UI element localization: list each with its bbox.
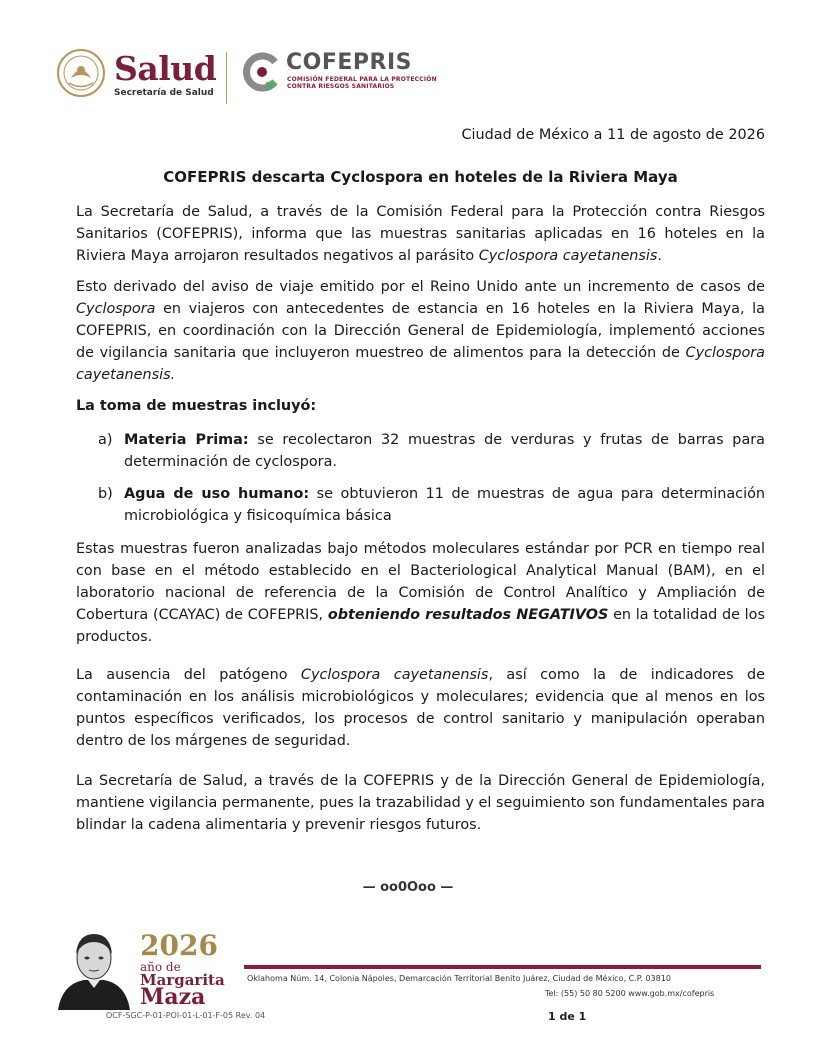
mexico-seal-logo	[56, 48, 106, 98]
list-item: b) Agua de uso humano: se obtuvieron 11 de muestras de agua para determinación microbiológica y fisicoquímica básica	[98, 483, 765, 527]
salud-wordmark: Salud	[114, 49, 217, 88]
list-marker: a)	[98, 432, 113, 448]
cofepris-subtitle-line2: CONTRA RIESGOS SANITARIOS	[287, 83, 395, 90]
margarita-maza-portrait-image	[54, 928, 134, 1010]
header-divider	[226, 52, 227, 104]
paragraph-3: Estas muestras fueron analizadas bajo métodos moleculares estándar por PCR en tiempo real con base en el método establecido en el Bacteriological Analytical Manual (BAM), en el laboratorio nacional de referencia de la Comisión de Control Analítico y Ampliación de Cobertura (CCAYAC) de COFEPRIS, obteniendo resultados NEGATIVOS en la totalidad de los productos.	[76, 541, 765, 645]
closing-mark: — oo0Ooo —	[362, 880, 454, 895]
cofepris-logo-icon	[242, 52, 282, 92]
paragraph-2: Esto derivado del aviso de viaje emitido por el Reino Unido ante un incremento de casos de Cyclospora en viajeros con antecedentes de estancia en 16 hoteles en la Riviera Maya, la COFEPRIS, en coordinación con la Dirección General de Epidemiología, implementó acciones de vigilancia sanitaria que incluyeron muestreo de alimentos para la detección de Cyclospora cayetanensis.	[76, 279, 765, 383]
paragraph-1: La Secretaría de Salud, a través de la Comisión Federal para la Protección contra Riesgos Sanitarios (COFEPRIS), informa que las muestras sanitarias aplicadas en 16 hoteles en la Riviera Maya arrojaron resultados negativos al parásito Cyclospora cayetanensis.	[76, 204, 765, 264]
list-item-label: Materia Prima:	[124, 432, 249, 448]
salud-subtitle: Secretaría de Salud	[114, 88, 214, 98]
paragraph-5: La Secretaría de Salud, a través de la COFEPRIS y de la Dirección General de Epidemiología, mantiene vigilancia permanente, pues la trazabilidad y el seguimiento son fundamentales para blindar la cadena alimentaria y prevenir riesgos futuros.	[76, 773, 765, 833]
margarita-text: Margarita	[140, 971, 225, 989]
list-item-label: Agua de uso humano:	[124, 486, 310, 502]
footer-rule	[244, 965, 761, 969]
document-code: OCF-SGC-P-01-POI-01-L-01-F-05 Rev. 04	[106, 1011, 266, 1020]
cofepris-wordmark: COFEPRIS	[286, 50, 412, 75]
page-number: 1 de 1	[548, 1010, 587, 1023]
list-marker: b)	[98, 486, 113, 502]
maza-text: Maza	[140, 984, 206, 1010]
list-item: a) Materia Prima: se recolectaron 32 muestras de verduras y frutas de barras para determinación de cyclospora.	[98, 429, 765, 473]
year-of-text: año de	[140, 960, 181, 974]
paragraph-4: La ausencia del patógeno Cyclospora cayetanensis, así como la de indicadores de contaminación en los análisis microbiológicos y moleculares; evidencia que al menos en los puntos específicos verificados, los procesos de control sanitario y manipulación operaban dentro de los márgenes de seguridad.	[76, 667, 765, 749]
cofepris-subtitle-line1: COMISIÓN FEDERAL PARA LA PROTECCIÓN	[287, 76, 437, 83]
year-2026-logo: 2026	[140, 929, 218, 962]
document-title: COFEPRIS descarta Cyclospora en hoteles de la Riviera Maya	[163, 168, 678, 186]
document-date: Ciudad de México a 11 de agosto de 2026	[461, 127, 765, 143]
footer-contact: Tel: (55) 50 80 5200 www.gob.mx/cofepris	[545, 989, 715, 998]
sampling-heading: La toma de muestras incluyó:	[76, 398, 317, 414]
footer-address: Oklahoma Núm. 14, Colonia Nápoles, Demarcación Territorial Benito Juárez, Ciudad de México, C.P. 03810	[247, 974, 671, 983]
